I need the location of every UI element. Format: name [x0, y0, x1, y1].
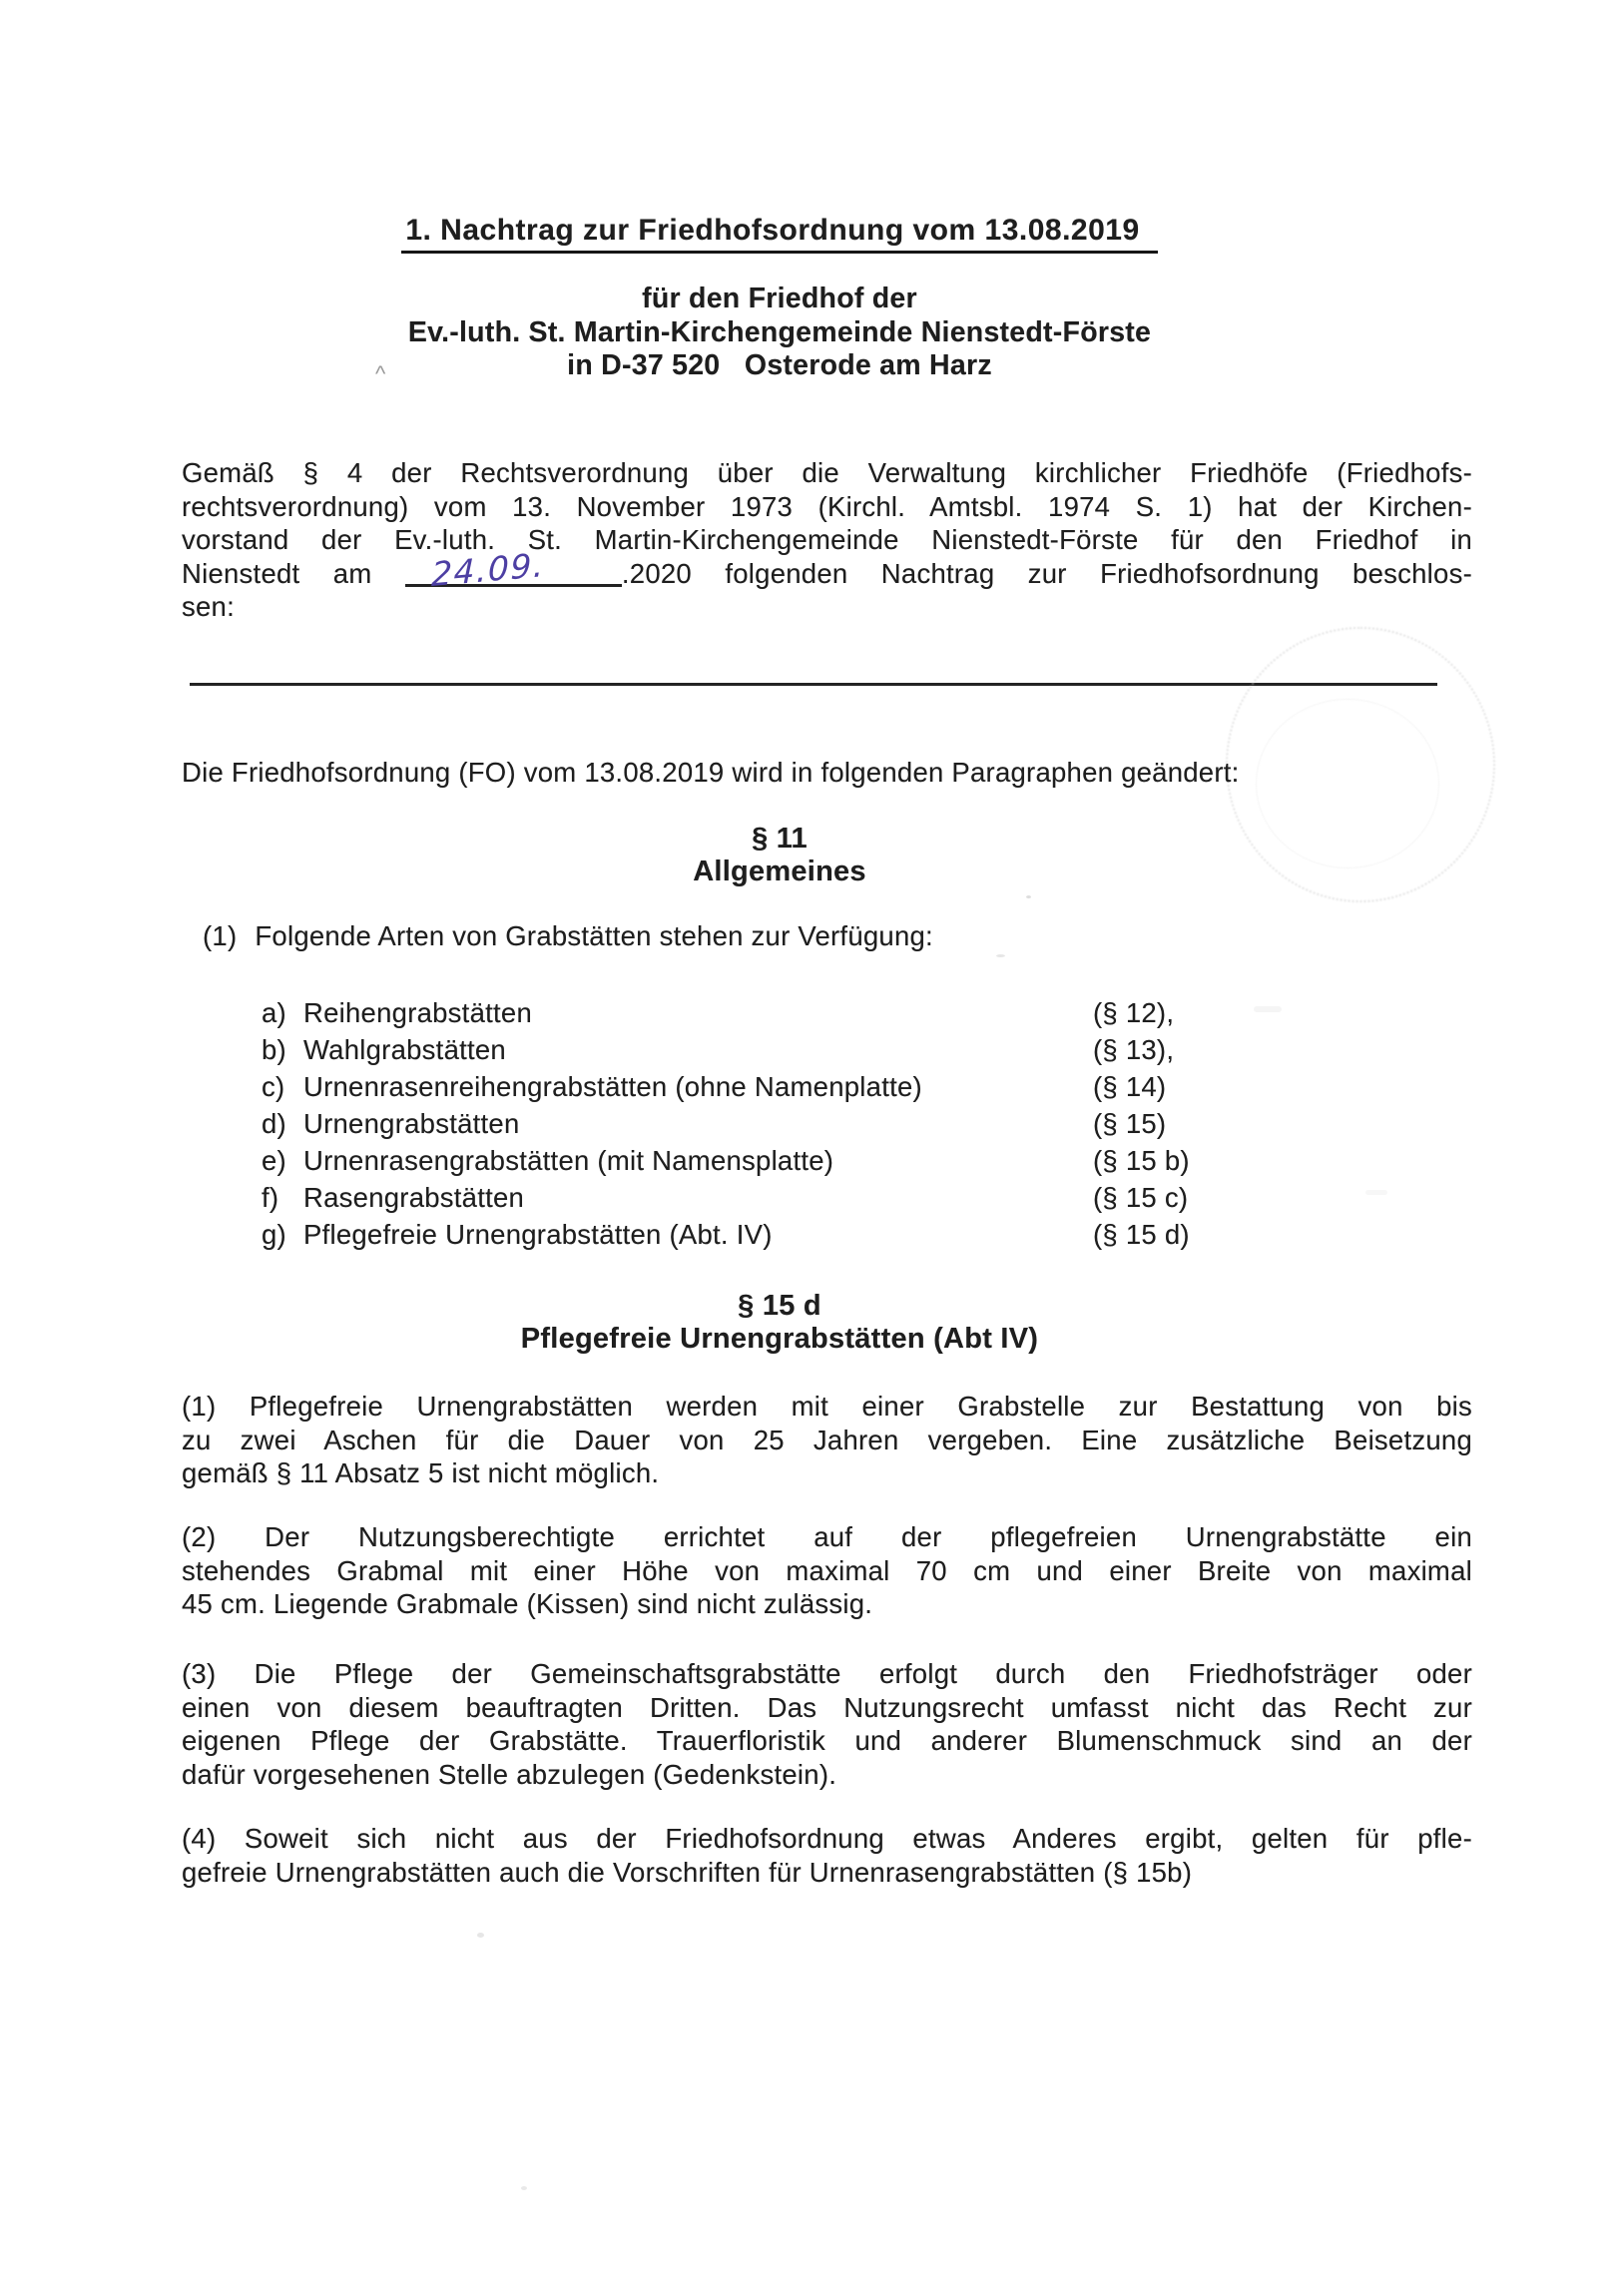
grave-type-label: a)	[262, 997, 286, 1028]
grave-type-row	[262, 1105, 1499, 1142]
grave-type-row	[262, 1179, 1499, 1216]
grave-type-ref: (§ 12),	[1093, 997, 1175, 1028]
intro-line-2: rechtsverordnung) vom 13. November 1973 (Kirchl. Amtsbl. 1974 S. 1) hat der Kirchen-	[182, 490, 1472, 522]
scan-speck	[1365, 1190, 1387, 1195]
grave-type-ref: (§ 15 d)	[1093, 1219, 1190, 1250]
grave-type-label: e)	[262, 1145, 286, 1176]
grave-type-label: b)	[262, 1034, 286, 1065]
section-15d-heading: § 15 d	[738, 1290, 821, 1322]
handwritten-date: 24.09.	[430, 544, 546, 595]
amendment-intro: Die Friedhofsordnung (FO) vom 13.08.2019 wird in folgenden Paragraphen geändert:	[182, 757, 1240, 788]
grave-type-row	[262, 994, 1499, 1031]
intro-line-3: vorstand der Ev.-luth. St. Martin-Kirchengemeinde Nienstedt-Förste für den Friedhof in	[182, 524, 1472, 555]
grave-type-row	[262, 1031, 1499, 1068]
section-11-heading: § 11	[752, 823, 808, 855]
section-15d-paragraph-3: (3) Die Pflege der Gemeinschaftsgrabstätte erfolgt durch den Friedhofsträger oder einen von diesem beauftragten Dritten. Das Nutzungsrecht umfasst nicht das Recht zur eigenen Pflege der Grabstätte. Trauerfloristik und anderer Blumenschmuck sind an der dafür vorgesehenen Stelle abzulegen (Gedenkstein).	[182, 1658, 1472, 1790]
grave-type-name: Urnenrasenreihengrabstätten (ohne Namenplatte)	[303, 1071, 922, 1102]
scan-speck	[1254, 1006, 1282, 1012]
grave-type-list	[262, 994, 1499, 1253]
grave-type-row	[262, 1142, 1499, 1179]
section-15d-paragraph-1: (1) Pflegefreie Urnengrabstätten werden mit einer Grabstelle zur Bestattung von bis zu zwei Aschen für die Dauer von 25 Jahren vergeben. Eine zusätzliche Beisetzung gemäß § 11 Absatz 5 ist nicht möglich.	[182, 1391, 1472, 1488]
scan-caret-artifact: ^	[375, 361, 386, 386]
document-title: 1. Nachtrag zur Friedhofsordnung vom 13.08.2019	[401, 214, 1157, 254]
scan-speck	[521, 2186, 527, 2190]
clause-text: Folgende Arten von Grabstätten stehen zur Verfügung:	[255, 920, 933, 951]
grave-type-name: Urnenrasengrabstätten (mit Namensplatte)	[303, 1145, 834, 1176]
document-title-row	[182, 214, 1377, 254]
grave-type-label: g)	[262, 1219, 286, 1250]
scan-speck	[477, 1933, 484, 1938]
intro-line-5: sen:	[182, 591, 235, 622]
grave-type-ref: (§ 15 b)	[1093, 1145, 1190, 1176]
date-blank-line	[405, 544, 622, 595]
scan-speck	[996, 954, 1005, 957]
subtitle-line-2: Ev.-luth. St. Martin-Kirchengemeinde Nienstedt-Förste	[407, 315, 1152, 348]
grave-type-ref: (§ 15)	[1093, 1108, 1167, 1139]
grave-type-name: Urnengrabstätten	[303, 1108, 520, 1139]
intro-paragraph	[182, 456, 1472, 624]
date-line-suffix: .2020 folgenden Nachtrag zur Friedhofsordnung beschlos-	[621, 557, 1472, 589]
section-11-clause-1	[203, 919, 1472, 953]
grave-type-name: Reihengrabstätten	[303, 997, 532, 1028]
section-15d-subheading: Pflegefreie Urnengrabstätten (Abt IV)	[520, 1323, 1039, 1355]
grave-type-row	[262, 1068, 1499, 1105]
section-11-subheading: Allgemeines	[693, 856, 866, 887]
date-line-prefix: Nienstedt am	[182, 557, 372, 589]
clause-number: (1)	[203, 920, 238, 951]
intro-line-4	[182, 544, 1472, 595]
intro-line-1: Gemäß § 4 der Rechtsverordnung über die Verwaltung kirchlicher Friedhöfe (Friedhofs-	[182, 457, 1472, 488]
grave-type-name: Pflegefreie Urnengrabstätten (Abt. IV)	[303, 1219, 773, 1250]
grave-type-row	[262, 1216, 1499, 1253]
grave-type-name: Rasengrabstätten	[303, 1182, 525, 1213]
grave-type-name: Wahlgrabstätten	[303, 1034, 506, 1065]
grave-type-label: c)	[262, 1071, 285, 1102]
grave-type-label: d)	[262, 1108, 286, 1139]
scan-speck	[1026, 895, 1031, 898]
grave-type-ref: (§ 15 c)	[1093, 1182, 1189, 1213]
grave-type-label: f)	[262, 1182, 279, 1213]
grave-type-ref: (§ 13),	[1093, 1034, 1175, 1065]
section-15d-paragraph-2: (2) Der Nutzungsberechtigte errichtet auf der pflegefreien Urnengrabstätte ein stehendes Grabmal mit einer Höhe von maximal 70 cm und einer Breite von maximal 45 cm. Liegende Grabmale (Kissen) sind nicht zulässig.	[182, 1521, 1472, 1619]
subtitle-line-1: für den Friedhof der	[642, 283, 917, 314]
document-subtitle	[182, 283, 1377, 383]
subtitle-line-3: in D-37 520 Osterode am Harz	[567, 349, 992, 381]
grave-type-ref: (§ 14)	[1093, 1071, 1167, 1102]
section-15d-paragraph-4: (4) Soweit sich nicht aus der Friedhofsordnung etwas Anderes ergibt, gelten für pfle- gefreie Urnengrabstätten auch die Vorschriften für Urnenrasengrabstätten (§ 15b)	[182, 1823, 1472, 1888]
